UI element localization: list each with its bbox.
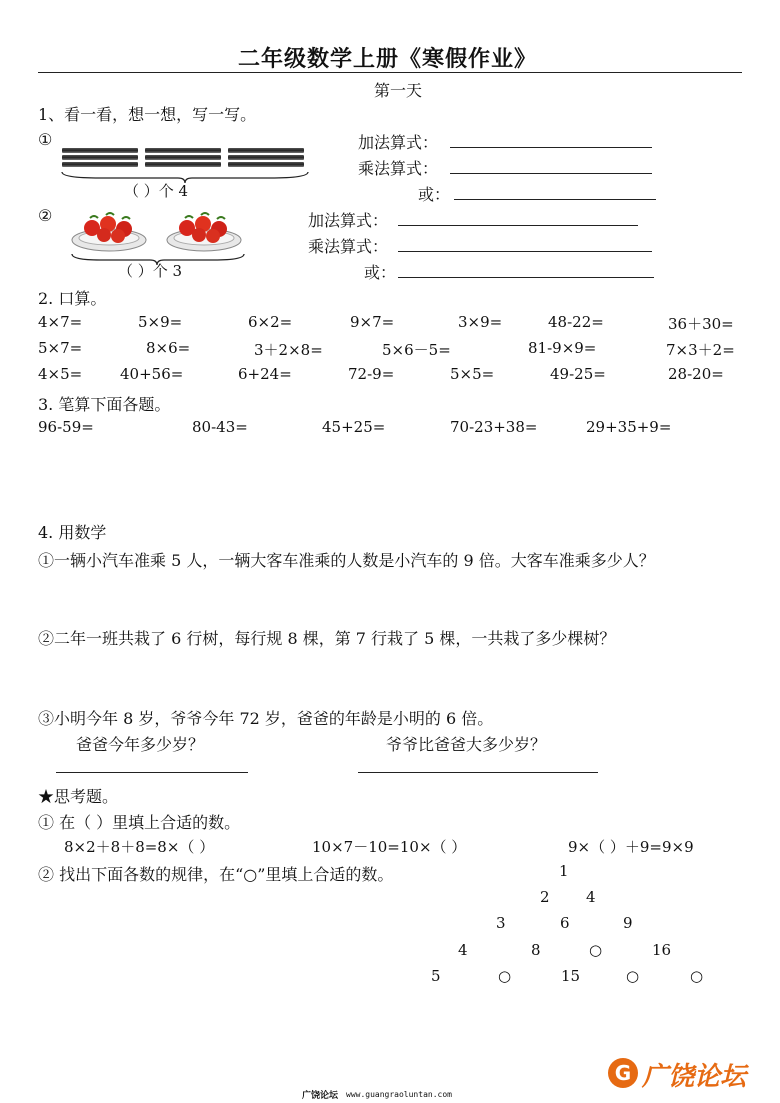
q1-heading: 1、看一看，想一想，写一写。: [38, 105, 257, 124]
oral-item: 3×9=: [458, 313, 503, 331]
word-problem-1: ①一辆小汽车准乘 5 人，一辆大客车准乘的人数是小汽车的 9 倍。大客车准乘多少人？: [38, 551, 655, 570]
answer-line[interactable]: [454, 199, 656, 200]
written-calc-item: 45+25=: [322, 418, 386, 436]
apple-plate-image: [70, 208, 148, 252]
answer-line[interactable]: [398, 225, 638, 226]
triangle-number: 3: [496, 914, 506, 932]
q1-item1-caption: （ ）个 4: [124, 182, 189, 200]
oral-item: 6×2=: [248, 313, 293, 331]
pencil-bundle-image: [228, 146, 304, 172]
oral-item: 48-22=: [548, 313, 604, 331]
brand-watermark: 广饶论坛: [642, 1062, 747, 1092]
word-problem-3a: 爸爸今年多少岁？: [76, 735, 205, 754]
q3-heading: 3. 笔算下面各题。: [38, 395, 171, 414]
answer-line[interactable]: [450, 147, 652, 148]
triangle-number: 4: [458, 941, 468, 959]
oral-item: 6+24=: [238, 365, 292, 383]
addition-label: 加法算式：: [308, 211, 389, 230]
or-label: 或：: [418, 185, 451, 204]
written-calc-item: 29+35+9=: [586, 418, 672, 436]
oral-item: 4×7=: [38, 313, 83, 331]
answer-line[interactable]: [358, 772, 598, 773]
q1-item1-mark: ①: [38, 130, 53, 149]
oral-item: 81-9×9=: [528, 339, 597, 357]
oral-item: 49-25=: [550, 365, 606, 383]
q1-item2-mark: ②: [38, 206, 53, 225]
written-calc-item: 70-23+38=: [450, 418, 538, 436]
q1-item2-caption: （ ）个 3: [118, 262, 183, 280]
oral-item: 3＋2×8=: [254, 341, 323, 359]
answer-line[interactable]: [56, 772, 248, 773]
day-label: 第一天: [374, 81, 423, 100]
triangle-number: 5: [431, 967, 441, 985]
think-sub2: ② 找出下面各数的规律，在“○”里填上合适的数。: [38, 865, 394, 884]
written-calc-item: 96-59=: [38, 418, 94, 436]
footer-site-name: 广饶论坛: [302, 1091, 339, 1101]
fill-equation: 9×（ ）＋9=9×9: [568, 838, 694, 856]
triangle-number: 2: [540, 888, 550, 906]
multiplication-label: 乘法算式：: [308, 237, 389, 256]
oral-item: 4×5=: [38, 365, 83, 383]
oral-item: 5×6－5=: [382, 341, 451, 359]
written-calc-item: 80-43=: [192, 418, 248, 436]
page-title: 二年级数学上册《寒假作业》: [238, 46, 538, 72]
or-label: 或：: [364, 263, 397, 282]
pencil-bundle-image: [145, 146, 221, 172]
triangle-number: 1: [559, 862, 569, 880]
q4-heading: 4. 用数学: [38, 523, 107, 542]
fill-equation: 8×2＋8＋8=8×（ ）: [64, 838, 215, 856]
triangle-number: 16: [652, 941, 672, 959]
addition-label: 加法算式：: [358, 133, 439, 152]
oral-item: 28-20=: [668, 365, 724, 383]
oral-item: 5×5=: [450, 365, 495, 383]
pencil-bundle-image: [62, 146, 138, 172]
answer-line[interactable]: [398, 251, 652, 252]
triangle-blank-circle[interactable]: ○: [589, 941, 603, 959]
word-problem-3: ③小明今年 8 岁，爷爷今年 72 岁，爸爸的年龄是小明的 6 倍。: [38, 709, 494, 728]
word-problem-3b: 爷爷比爸爸大多少岁？: [386, 735, 547, 754]
oral-item: 7×3＋2=: [666, 341, 735, 359]
triangle-blank-circle[interactable]: ○: [498, 967, 512, 985]
oral-item: 5×9=: [138, 313, 183, 331]
oral-item: 36＋30=: [668, 315, 734, 333]
multiplication-label: 乘法算式：: [358, 159, 439, 178]
oral-item: 9×7=: [350, 313, 395, 331]
footer-url[interactable]: www.guangraoluntan.com: [346, 1090, 452, 1099]
think-heading: ★思考题。: [38, 787, 119, 806]
triangle-number: 8: [531, 941, 541, 959]
oral-item: 5×7=: [38, 339, 83, 357]
q2-heading: 2. 口算。: [38, 289, 107, 308]
word-problem-2: ②二年一班共栽了 6 行树，每行规 8 棵，第 7 行栽了 5 棵，一共栽了多少棵树？: [38, 629, 616, 648]
apple-plate-image: [165, 208, 243, 252]
triangle-number: 4: [586, 888, 596, 906]
oral-item: 40+56=: [120, 365, 184, 383]
triangle-blank-circle[interactable]: ○: [626, 967, 640, 985]
answer-line[interactable]: [450, 173, 652, 174]
brand-logo-icon: G: [608, 1058, 638, 1088]
think-sub1: ① 在（ ）里填上合适的数。: [38, 813, 241, 832]
triangle-number: 6: [560, 914, 570, 932]
answer-line[interactable]: [398, 277, 654, 278]
triangle-number: 9: [623, 914, 633, 932]
triangle-blank-circle[interactable]: ○: [690, 967, 704, 985]
oral-item: 8×6=: [146, 339, 191, 357]
triangle-number: 15: [561, 967, 581, 985]
fill-equation: 10×7－10=10×（ ）: [312, 838, 467, 856]
title-rule: [38, 72, 742, 73]
oral-item: 72-9=: [348, 365, 395, 383]
